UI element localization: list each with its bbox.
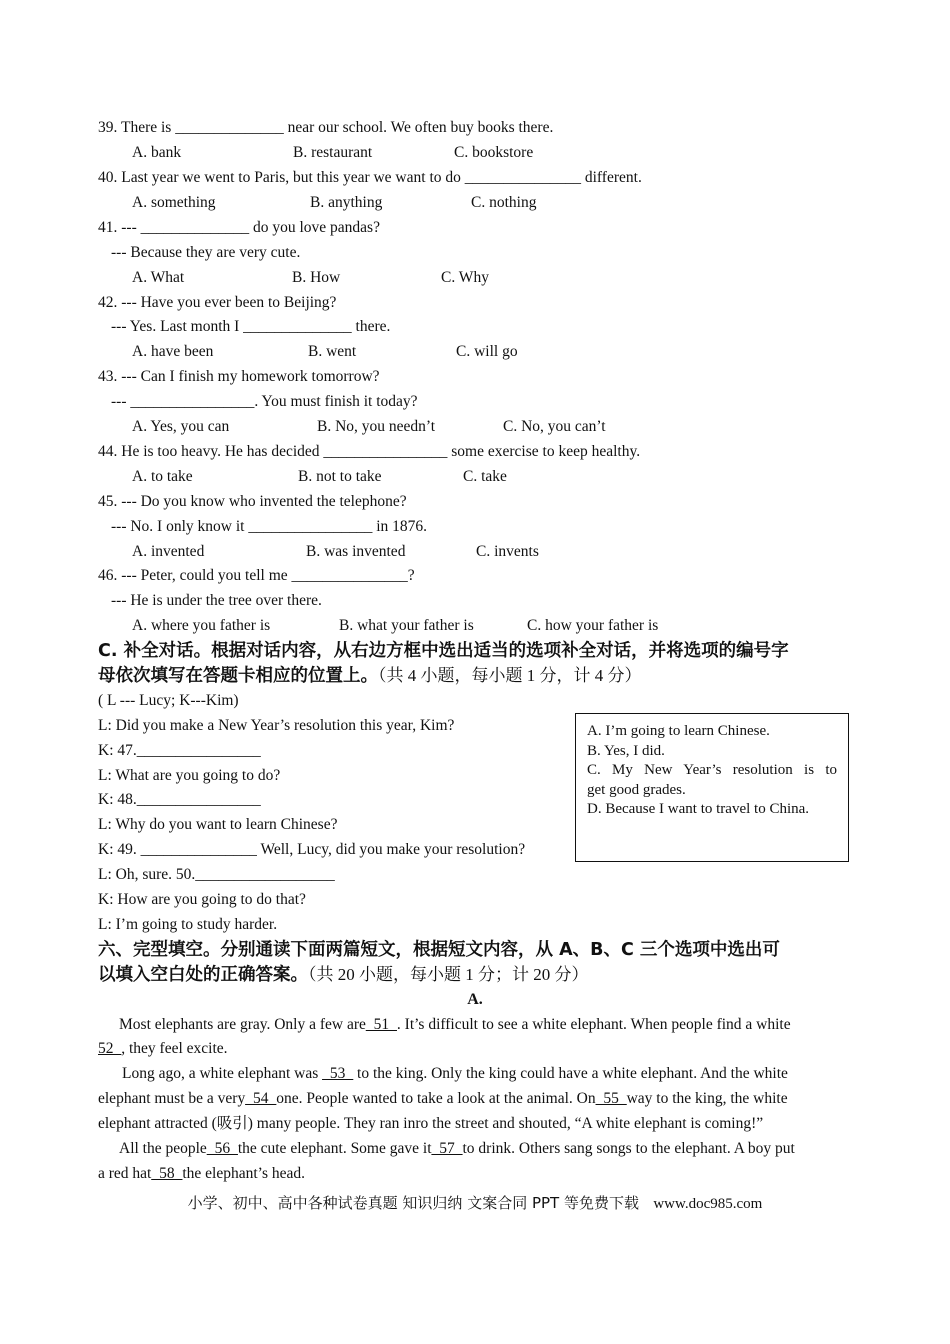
question-44-stem: 44. He is too heavy. He has decided ________________ some exercise to keep healthy. xyxy=(98,443,641,460)
question-45-reply: --- No. I only know it ________________ in 1876. xyxy=(111,518,428,535)
question-40-option-b: B. anything xyxy=(310,194,383,211)
box-option-c-cont: get good grades. xyxy=(587,781,686,798)
speaker-legend: ( L --- Lucy; K---Kim) xyxy=(98,692,239,709)
passage-line-2 xyxy=(98,1040,850,1058)
box-option-b: B. Yes, I did. xyxy=(587,742,665,759)
question-39-option-a: A. bank xyxy=(132,144,182,161)
question-43-stem: 43. --- Can I finish my homework tomorrow? xyxy=(98,368,380,385)
footer-text: 小学、初中、高中各种试卷真题 知识归纳 文案合同 PPT 等免费下载 xyxy=(187,1194,639,1212)
question-41-option-c: C. Why xyxy=(441,269,489,286)
page-footer xyxy=(0,1192,950,1213)
dialogue-line: K: 48.________________ xyxy=(98,791,261,808)
box-option-c: C. My New Year’s resolution is to xyxy=(587,762,837,778)
passage-line-7 xyxy=(98,1165,850,1183)
blank-52: 52_ xyxy=(98,1040,122,1057)
question-45-option-c: C. invents xyxy=(476,543,539,560)
passage-text: the cute elephant. Some gave it xyxy=(237,1140,432,1157)
section-c-heading-line1 xyxy=(98,640,789,662)
box-option-d: D. Because I want to travel to China. xyxy=(587,801,810,817)
question-41-reply: --- Because they are very cute. xyxy=(111,244,301,261)
question-43-reply: --- ________________. You must finish it today? xyxy=(111,393,418,410)
blank-56: _56_ xyxy=(206,1140,238,1157)
passage-text: way to the king, the white xyxy=(626,1090,788,1107)
question-39-stem: 39. There is ______________ near our school. We often buy books there. xyxy=(98,119,554,136)
passage-text: one. People wanted to take a look at the animal. On xyxy=(276,1090,596,1107)
question-43-option-b: B. No, you needn’t xyxy=(317,418,436,435)
passage-line-3 xyxy=(98,1065,850,1083)
passage-text: a red hat xyxy=(98,1165,152,1182)
dialogue-line: L: I’m going to study harder. xyxy=(98,916,278,933)
question-43-option-c: C. No, you can’t xyxy=(503,418,606,435)
blank-53: _53_ xyxy=(322,1065,354,1082)
question-46-option-b: B. what your father is xyxy=(339,617,474,634)
question-39-option-c: C. bookstore xyxy=(454,144,534,161)
dialogue-line: L: Did you make a New Year’s resolution this year, Kim? xyxy=(98,717,455,734)
dialogue-line: L: Oh, sure. 50.__________________ xyxy=(98,866,335,883)
question-42-option-b: B. went xyxy=(308,343,357,360)
question-42-option-c: C. will go xyxy=(456,343,518,360)
passage-line-1 xyxy=(98,1016,850,1034)
question-40-stem: 40. Last year we went to Paris, but this year we want to do _______________ different. xyxy=(98,169,642,186)
dialogue-options-box xyxy=(575,713,849,862)
question-44-option-c: C. take xyxy=(463,468,507,485)
question-42-option-a: A. have been xyxy=(132,343,214,360)
question-40-option-a: A. something xyxy=(132,194,216,211)
question-45-option-b: B. was invented xyxy=(306,543,406,560)
blank-57: _57_ xyxy=(431,1140,463,1157)
passage-text: . It’s difficult to see a white elephant. When people find a white xyxy=(396,1016,791,1033)
passage-text: elephant must be a very xyxy=(98,1090,246,1107)
blank-55: _55_ xyxy=(595,1090,627,1107)
section-c-heading-text2: 母依次填写在答题卡相应的位置上。 xyxy=(98,666,378,686)
question-42-reply: --- Yes. Last month I ______________ there. xyxy=(111,318,391,335)
question-41-option-a: A. What xyxy=(132,269,185,286)
question-39-option-b: B. restaurant xyxy=(293,144,373,161)
passage-text: to the king. Only the king could have a white elephant. And the white xyxy=(353,1065,788,1082)
passage-text: Long ago, a white elephant was xyxy=(122,1065,323,1082)
section-c-heading-text1: C. 补全对话。根据对话内容，从右边方框中选出适当的选项补全对话，并将选项的编号字 xyxy=(98,641,789,661)
question-41-option-b: B. How xyxy=(292,269,341,286)
section-6-heading-note: （共 20 小题，每小题 1 分；计 20 分） xyxy=(308,965,589,984)
dialogue-line: L: What are you going to do? xyxy=(98,767,281,784)
question-42-stem: 42. --- Have you ever been to Beijing? xyxy=(98,294,337,311)
question-41-stem: 41. --- ______________ do you love pandas? xyxy=(98,219,380,236)
question-46-reply: --- He is under the tree over there. xyxy=(111,592,322,609)
section-6-heading-line2 xyxy=(98,964,589,986)
question-46-option-a: A. where you father is xyxy=(132,617,271,634)
box-option-a: A. I’m going to learn Chinese. xyxy=(587,723,770,739)
dialogue-line: L: Why do you want to learn Chinese? xyxy=(98,816,338,833)
question-43-option-a: A. Yes, you can xyxy=(132,418,230,435)
blank-54: _54_ xyxy=(245,1090,277,1107)
section-6-heading-text1: 六、完型填空。分别通读下面两篇短文，根据短文内容，从 A、B、C 三个选项中选出可 xyxy=(98,940,780,960)
question-46-option-c: C. how your father is xyxy=(527,617,659,634)
section-c-heading-line2 xyxy=(98,665,642,687)
question-40-option-c: C. nothing xyxy=(471,194,537,211)
passage-line-6 xyxy=(98,1140,850,1158)
passage-line-4 xyxy=(98,1090,850,1108)
section-6-heading-text2: 以填入空白处的正确答案。 xyxy=(98,965,308,985)
passage-text: Most elephants are gray. Only a few are xyxy=(119,1016,366,1033)
dialogue-line: K: How are you going to do that? xyxy=(98,891,306,908)
question-44-option-b: B. not to take xyxy=(298,468,382,485)
section-6-heading-line1 xyxy=(98,939,780,961)
passage-text: All the people xyxy=(119,1140,207,1157)
question-46-stem: 46. --- Peter, could you tell me _______________? xyxy=(98,567,415,584)
blank-51: _51_ xyxy=(365,1016,397,1033)
question-44-option-a: A. to take xyxy=(132,468,193,485)
blank-58: _58_ xyxy=(151,1165,183,1182)
passage-line-5: elephant attracted (吸引) many people. They ran inro the street and shouted, “A white elephant is coming!” xyxy=(98,1115,764,1132)
dialogue-line: K: 49. _______________ Well, Lucy, did you make your resolution? xyxy=(98,841,526,858)
passage-text: to drink. Others sang songs to the elephant. A boy put xyxy=(462,1140,795,1157)
question-45-stem: 45. --- Do you know who invented the telephone? xyxy=(98,493,407,510)
passage-text: the elephant’s head. xyxy=(182,1165,306,1182)
passage-title: A. xyxy=(467,991,483,1008)
footer-url[interactable]: www.doc985.com xyxy=(653,1196,763,1212)
passage-text: , they feel excite. xyxy=(121,1040,228,1057)
dialogue-line: K: 47.________________ xyxy=(98,742,261,759)
section-c-heading-note: （共 4 小题，每小题 1 分，计 4 分） xyxy=(378,666,642,685)
question-45-option-a: A. invented xyxy=(132,543,205,560)
